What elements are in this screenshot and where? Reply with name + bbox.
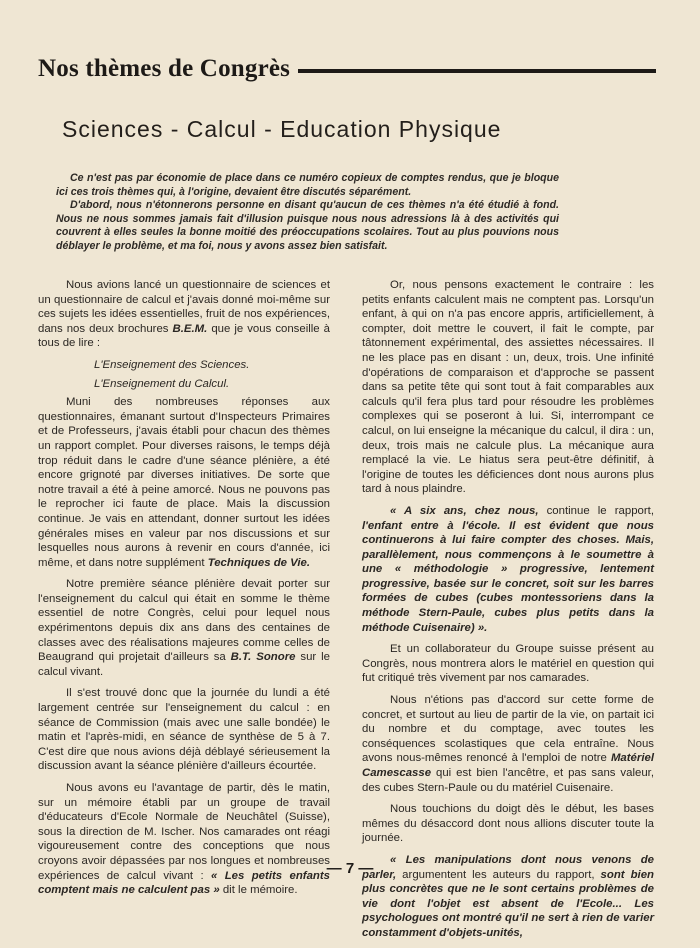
text-run: dit le mémoire. (219, 884, 298, 897)
section-header (38, 52, 656, 86)
article-title: Sciences - Calcul - Education Physique (62, 116, 502, 142)
intro-paragraph: D'abord, nous n'étonnerons personne en disant qu'aucun de ces thèmes n'a été étudié à fond. Nous ne nous sommes jamais fait d'illusion puisque nous nous adressions là à des activités qui couvrent à elles seules la bonne moitié des préoccupations scolaires. Tout au plus pouvions nous déblayer le problème, et ma foi, nous y avons assez bien satisfait. (56, 199, 559, 252)
body-paragraph (38, 577, 330, 679)
text-run: Muni des nombreuses réponses aux questionnaires, émanant surtout d'Inspecteurs Primaires et de Professeurs, j'avais établi pour chacun des thèmes un rapport complet. Pour diverses raisons, le temps déjà trop réduit dans le cadre d'une séance plénière, a été encore grignoté par diverses initiatives. De sorte que notre travail a été à peine amorcé. Nous ne pouvons pas le reprocher ici faute de place. Mais la discussion continue. Je vais en attendant, donner surtout les idées générales mises en valeur par nos discussions et sur lesquelles nous aurons à revenir en cours d'année, ici même, et dans notre supplément (38, 396, 330, 569)
publication-name: Matériel Camescasse (362, 752, 654, 779)
body-paragraph: Nous touchions du doigt dès le début, les bases mêmes du désaccord dont nous allions discuter toute la journée. (362, 803, 654, 845)
body-paragraph (38, 278, 330, 351)
publication-name: B.E.M. (172, 322, 208, 335)
text-run: Nous avions lancé un questionnaire de sciences et un questionnaire de calcul et j'avais donné moi-même sur ces sujets les idées essentielles, fruit de nos expériences, dans nos deux brochures (38, 279, 330, 335)
quotation: l'enfant entre à l'école. Il est évident que nous continuerons à lui faire compter des choses. Mais, parallèlement, nous commençons à le soumettre à une « méthodologie » progressive, lentement progressive, basée sur le concret, soit sur les barres formées de cubes (cubes montessoriens dans la méthode Stern-Paule, cubes plus petits dans la méthode Cuisenaire) ». (362, 519, 654, 634)
publication-reference: L'Enseignement du Calcul. (94, 377, 230, 390)
text-run: Notre première séance plénière devait porter sur l'enseignement du calcul qui était en somme le thème essentiel de notre Congrès, celui pour lequel nous expérimentons depuis dix ans dans des centaines de classes avec des réalisations majeures comme celles de Beaugrand qui projetait d'ailleurs sa (38, 578, 330, 664)
quotation: « A six ans, chez nous, (390, 504, 539, 517)
right-column (362, 278, 654, 948)
body-paragraph (38, 395, 330, 570)
body-paragraph: Or, nous pensons exactement le contraire : les petits enfants calculent mais ne comptent pas. Lorsqu'un enfant, à qui on n'a pas encore appris, artificiellement, à compter, doit mettre le couvert, il fait le compte, par tâtonnement expérimental, des assiettes nécessaires. Il ne les place pas en disant : un, deux, trois. Une infinité d'opérations de comparaison et d'approche se passent dans sa petite tête qui sont tout à fait comparables aux calculs qu'il fera plus tard pour résoudre les problèmes complexes qui se poseront à lui. Si, interrompant ce calcul, on lui enseigne la mécanique du calcul, il dira : un, deux, trois mais ne calcule plus. La mécanique aura remplacé la vie. Le hiatus sera peut-être définitif, à l'origine de toutes les déficiences dont nous aurons plus tard à nous plaindre. (362, 279, 654, 496)
quotation: sont bien plus concrètes que ne le sont certains problèmes de vie dont l'objet est absent de l'Ecole... Les psychologues ont montré qu'il ne sert à rien de varier constamment d'objets-unités, (362, 868, 654, 939)
body-paragraph (362, 504, 654, 635)
text-run: qui est bien l'ancêtre, et pas sans valeur, des cubes Stern-Paule ou du matériel Cuisenaire. (362, 767, 654, 794)
body-paragraph (38, 781, 330, 898)
text-run: sur le calcul vivant. (38, 651, 330, 678)
body-paragraph: Il s'est trouvé donc que la journée du lundi a été largement centrée sur l'enseignement du calcul : en séance de Commission (mais avec une salle bondée) le matin et l'après-midi, en séance de synthèse de 5 à 7. C'est dire que nous avions déjà déblayé sérieusement la discussion avant la séance plénière d'ailleurs écourtée. (38, 687, 330, 773)
publication-name: Techniques de Vie. (207, 556, 311, 569)
text-run: continue le rapport, (538, 504, 654, 517)
quotation: « Les manipulations dont nous venons de parler, (362, 853, 654, 881)
text-run: Nous avons eu l'avantage de partir, dès le matin, sur un mémoire établi par un groupe de travail d'éducateurs d'Ecole Normale de Neuchâtel (Suisse), sous la direction de M. Ischer. Nos camarades ont réagi vigoureusement contre des conceptions que nous croyons avoir dépassées par nos longues et nombreuses expériences de calcul vivant : (38, 782, 330, 882)
left-column (38, 278, 330, 905)
section-title: Nos thèmes de Congrès (38, 55, 291, 82)
publication-reference: L'Enseignement des Sciences. (94, 358, 250, 371)
body-paragraph (362, 693, 654, 795)
text-run: Nous n'étions pas d'accord sur cette forme de concret, et surtout au lieu de partir de la vie, on partait ici du nombre et du comptage, avec toutes les conséquences scolastiques que cela entraîne. Nous avons nous-mêmes renoncé à l'emploi de notre (362, 694, 654, 765)
page-number: — 7 — (326, 860, 374, 877)
article-intro (56, 172, 559, 254)
header-rule (298, 69, 656, 73)
publication-name: B.T. Sonore (230, 651, 296, 664)
text-run: argumentent les auteurs du rapport, (396, 868, 601, 881)
body-paragraph: Et un collaborateur du Groupe suisse présent au Congrès, nous montrera alors le matériel en question qui fut critiqué très vivement par nos camarades. (362, 643, 654, 685)
quotation: « Les petits enfants comptent mais ne calculent pas » (38, 869, 330, 897)
intro-paragraph: Ce n'est pas par économie de place dans ce numéro copieux de comptes rendus, que je bloque ici ces trois thèmes qui, à l'origine, devaient être discutés séparément. (56, 172, 559, 198)
text-run: que je vous conseille à tous de lire : (38, 322, 330, 350)
